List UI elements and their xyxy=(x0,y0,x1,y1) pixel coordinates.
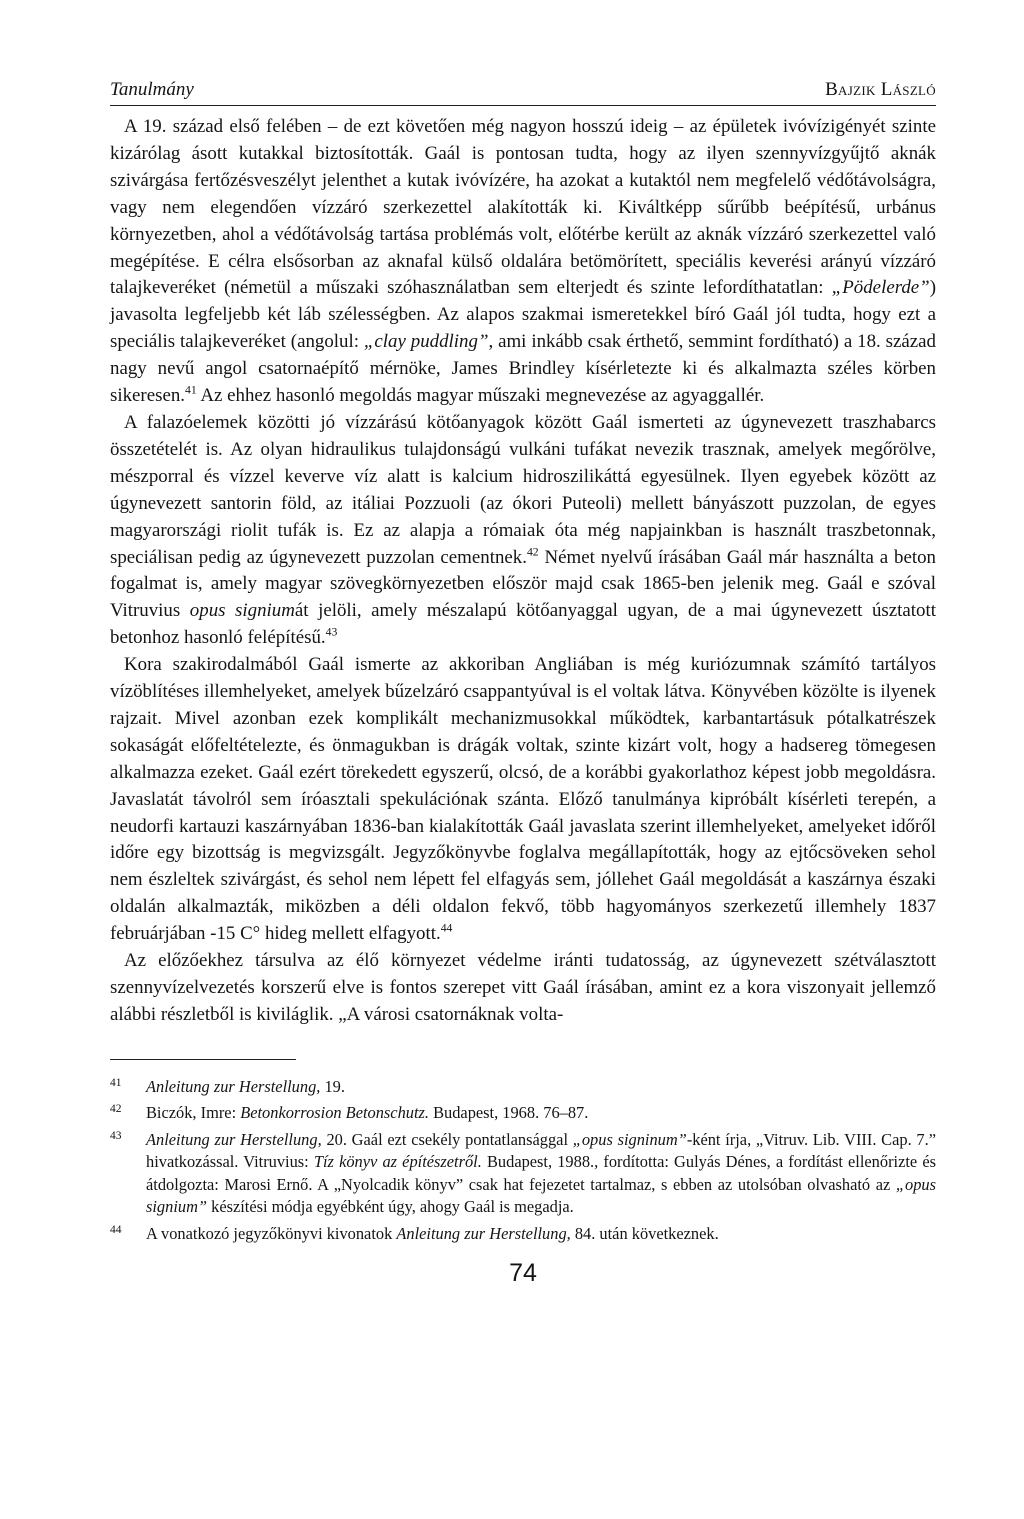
text-run: át jelöli, amely mészalapú kötőanyaggal ugyan, de a mai úgynevezett úsztatott betonhoz hasonló felépítésű. xyxy=(110,600,936,649)
footnote-text xyxy=(146,1102,936,1125)
italic-text: „Pödelerde” xyxy=(831,277,930,299)
text-run: 19. xyxy=(320,1076,345,1096)
footnote-number: 43 xyxy=(110,1129,122,1142)
text-run: készítési módja egyébként úgy, ahogy Gaál is megadja. xyxy=(207,1197,574,1217)
footnote xyxy=(110,1129,936,1219)
footnote-ref: 41 xyxy=(185,383,197,397)
running-head xyxy=(110,78,936,106)
italic-text: Anleitung zur Herstellung, xyxy=(146,1076,321,1096)
footnote-number: 42 xyxy=(110,1103,122,1116)
text-run: Kora szakirodalmából Gaál ismerte az akkoriban Angliában is még kuriózumnak számító tartályos vízöblítéses illemhelyeket, amelyek bűzelzáró csappantyúval is el voltak látva. Könyvében közölte is ilyenek rajzait. Mivel azonban ezek komplikált mechanizmusokkal működtek, karbantartásuk pótalkatrészek sokaságát előfeltételezte, és önmagukban is drágák voltak, szinte kizárt volt, hogy a hadsereg tömegesen alkalmazza ezeket. Gaál ezért törekedett egyszerű, olcsó, de a korábbi gyakorlathoz képest jobb megoldásra. Javaslatát távolról sem íróasztali spekulációnak szánta. Előző tanulmánya kipróbált kísérleti terepén, a neudorfi kartauzi kaszárnyában 1836-ban kialakították Gaál javaslata szerint illemhelyeket, amelyeket időről időre egy bizottság is megvizsgált. Jegyzőkönyvbe foglalva megállapították, hogy az ejtőcsöveken sehol nem észleltek szivárgást, és sehol nem lépett fel elfagyás sem, jóllehet Gaál megoldását a kaszárnya északi oldalán alkalmazták, miközben a déli oldalon fekvő, több hagyományos szerkezetű illemhely 1837 februárjában -15 C° hideg mellett elfagyott. xyxy=(110,654,936,945)
text-run: Német nyelvű írásában Gaál már használta a beton fogalmat is, amely magyar szövegkörnyezetben először majd csak 1865-ben jelenik meg. Gaál e szóval Vitruvius xyxy=(110,546,936,622)
text-run: Az ehhez hasonló megoldás magyar műszaki megnevezése az agyaggallér. xyxy=(196,385,765,407)
footnotes xyxy=(110,1076,936,1246)
text-run: ) javasolta legfeljebb két láb szélességben. Az alapos szakmai ismeretekkel bíró Gaál jól tudta, hogy ezt a speciális talajkeveréket (angolul: xyxy=(110,277,936,353)
text-run: 84. után következnek. xyxy=(570,1223,719,1243)
paragraph xyxy=(110,114,936,410)
italic-text: Anleitung zur Herstellung, xyxy=(146,1129,322,1149)
running-head-author: Bajzik László xyxy=(825,79,936,100)
page xyxy=(110,78,936,1288)
body-text xyxy=(110,114,936,1029)
italic-text: „opus signium” xyxy=(146,1174,936,1217)
italic-text: opus signium xyxy=(189,600,295,622)
footnote-ref: 42 xyxy=(526,545,539,559)
text-run: Budapest, 1988., fordította: Gulyás Dénes, a fordítást ellenőrizte és átdolgozta: Marosi Ernő. A „Nyolcadik könyv” csak hat fejezetet tartalmaz, s ebben az utolsóban olvasható az xyxy=(146,1152,936,1194)
text-run: Budapest, 1968. 76–87. xyxy=(429,1103,589,1123)
footnote-text xyxy=(146,1076,936,1099)
footnote xyxy=(110,1223,936,1246)
footnote-number: 41 xyxy=(110,1076,122,1089)
footnote-divider xyxy=(110,1059,296,1060)
text-run: Az előzőekhez társulva az élő környezet védelme iránti tudatosság, az úgynevezett szétválasztott szennyvízelvezetés korszerű elve is fontos szerepet vitt Gaál írásában, amint ez a kora viszonyait jellemző alábbi részletből is kiviláglik. „A városi csatornáknak volta- xyxy=(110,950,936,1025)
paragraph xyxy=(110,948,936,1029)
text-run: A falazóelemek közötti jó vízzárású kötőanyagok között Gaál ismerteti az úgynevezett traszhabarcs összetételét is. Az olyan hidraulikus tulajdonságú vulkáni tufákat nevezik trasznak, amelyek megőrölve, mészporral és vízzel keverve víz alatt is kalcium hidroszilikáttá egyesülnek. Ilyen egyebek között az úgynevezett santorin föld, az itáliai Pozzuoli (az ókori Puteoli) mellett bányászott puzzolan, de egyes magyarországi riolit tufák is. Ez az alapja a rómaiak óta még napjainkban is használt traszbetonnak, speciálisan pedig az úgynevezett puzzolan cementnek. xyxy=(110,411,936,568)
footnote-text xyxy=(146,1223,936,1246)
footnote-number: 44 xyxy=(110,1223,122,1236)
italic-text: „clay puddling” xyxy=(363,331,489,353)
footnote-ref: 43 xyxy=(325,625,338,639)
italic-text: Tíz könyv az építészetről. xyxy=(313,1152,482,1172)
text-run: , ami inkább csak érthető, semmint fordítható) a 18. század nagy nevű angol csatornaépítő mérnöke, James Brindley kísérletezte ki és alkalmazta széles körben sikeresen. xyxy=(110,331,936,407)
italic-text: Anleitung zur Herstellung, xyxy=(396,1223,571,1243)
text-run: A vonatkozó jegyzőkönyvi kivonatok xyxy=(146,1223,397,1243)
footnote-text xyxy=(146,1129,936,1219)
text-run: 20. Gaál ezt csekély pontatlansággal xyxy=(321,1129,573,1149)
footnote xyxy=(110,1076,936,1099)
running-head-section: Tanulmány xyxy=(110,79,194,100)
text-run: A 19. század első felében – de ezt követően még nagyon hosszú ideig – az épületek ivóvízigényét szinte kizárólag ásott kutakkal biztosították. Gaál is pontosan tudta, hogy az ilyen szennyvízgyűjtő aknák szivárgása fertőzésveszélyt jelenthet a kutak ivóvízére, ha azokat a kutaktól nem megfelelő védőtávolságra, vagy nem elegendően vízzáró szerkezettel alakították ki. Kiváltképp sűrűbb beépítésű, urbánus környezetben, ahol a védőtávolság tartása problémás volt, előtérbe került az aknák vízzáró szerkezettel való megépítése. E célra elsősorban az aknafal külső oldalára betömörített, speciális keverési arányú vízzáró talajkeveréket (németül a műszaki szóhasználatban sem elterjedt és szinte lefordíthatatlan: xyxy=(110,116,936,299)
footnote xyxy=(110,1102,936,1125)
text-run: -ként írja, „Vitruv. Lib. VIII. Cap. 7.” hivatkozással. Vitruvius: xyxy=(146,1129,936,1172)
italic-text: „opus signinum” xyxy=(572,1129,687,1149)
paragraph xyxy=(110,652,936,948)
text-run: Biczók, Imre: xyxy=(146,1103,241,1123)
paragraph xyxy=(110,410,936,652)
italic-text: Betonkorrosion Betonschutz. xyxy=(240,1103,429,1123)
page-number: 74 xyxy=(509,1259,537,1288)
footnote-ref: 44 xyxy=(440,921,453,935)
